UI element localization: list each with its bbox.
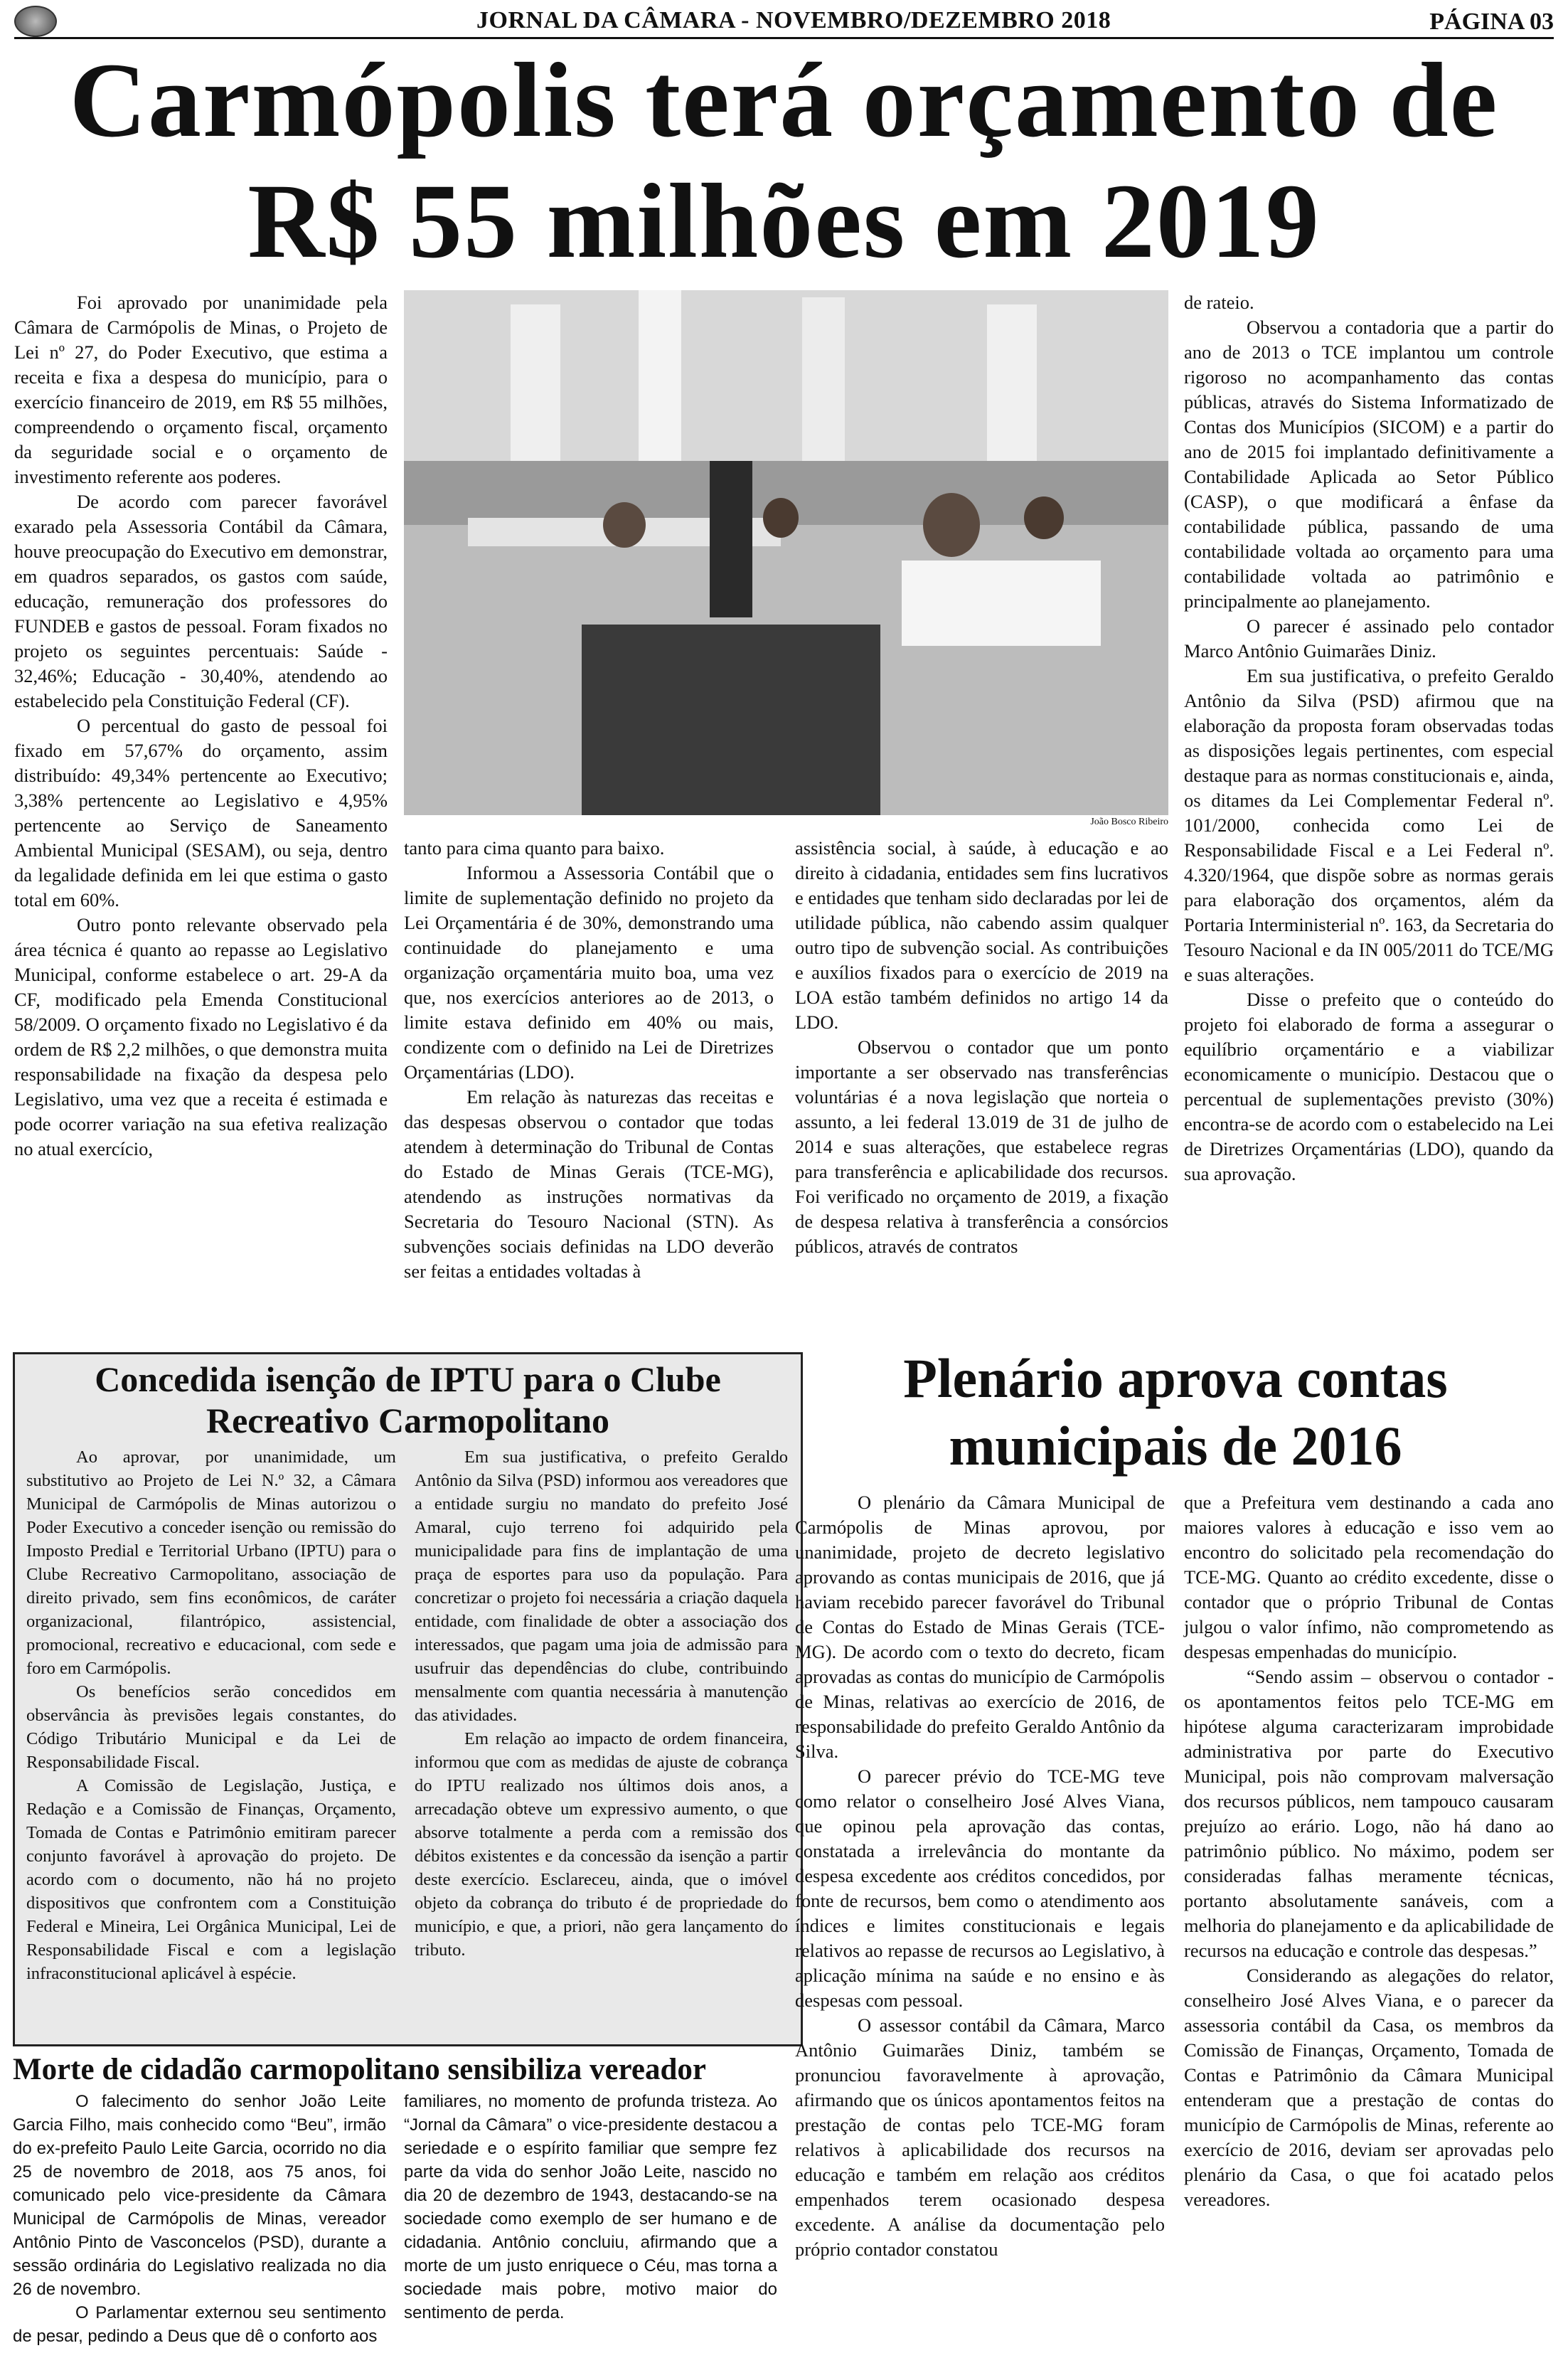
main-article-column-1 [14, 290, 388, 1162]
paragraph: Observou o contador que um ponto importante a ser observado nas transferências voluntárias é a nova legislação que norteia o assunto, a lei federal 13.019 de 31 de julho de 2014 e suas alterações, que estabelece regras para transferência e aplicabilidade dos recursos. Foi verificado no orçamento de 2019, a fixação de despesa relativa à transferência a consórcios públicos, através de contratos [795, 1036, 1168, 1257]
iptu-headline: Concedida isenção de IPTU para o Clube Recreativo Carmopolitano [95, 1359, 721, 1440]
paragraph: familiares, no momento de profunda tristeza. Ao “Jornal da Câmara” o vice-presidente destacou a seriedade e o espírito familiar que sempre fez parte da vida do senhor João Leite, nascido no dia 20 de dezembro de 1943, destacando-se na sociedade como exemplo de ser humano e de cidadania. Antônio concluiu, afirmando que a morte de um justo enriquece o Céu, mas torna a sociedade mais pobre, motivo maior do sentimento de perda. [404, 2092, 777, 2322]
plenario-column-1 [795, 1490, 1165, 2262]
main-article-column-2 [404, 836, 774, 1284]
page-number: PÁGINA 03 [1429, 9, 1554, 35]
masthead [14, 4, 1554, 39]
paragraph: tanto para cima quanto para baixo. [404, 837, 665, 859]
photo-credit: João Bosco Ribeiro [1090, 817, 1168, 827]
paragraph: Em sua justificativa, o prefeito Geraldo Antônio da Silva (PSD) afirmou que na elaboração da proposta foram observadas todas as disposições legais pertinentes, com especial destaque para as normas constitucionais e, ainda, os ditames da Lei Complementar Federal nº. 101/2000, conhecida como Lei de Responsabilidade Fiscal e a Lei Federal nº. 4.320/1964, que dispõe sobre as normas gerais para elaboração dos orçamentos, além da Portaria Interministerial nº. 163, da Secretaria do Tesouro Nacional e da IN 005/2011 do TCE/MG e suas alterações. [1184, 665, 1554, 985]
paragraph: De acordo com parecer favorável exarado pela Assessoria Contábil da Câmara, houve preocupação do Executivo em demonstrar, em quadros separados, os gastos com saúde, educação, remuneração dos professores do FUNDEB e gastos de pessoal. Foram fixados no projeto os seguintes percentuais: Saúde - 32,46%; Educação - 30,40%, atendendo ao estabelecido pela Constituição Federal (CF). [14, 491, 388, 711]
photo-illustration [404, 290, 1168, 815]
paragraph: que a Prefeitura vem destinando a cada ano maiores valores à educação e isso vem ao encontro do solicitado pela recomendação do TCE-MG. Quanto ao crédito excedente, disse o contador que o próprio Tribunal de Contas julgou o valor ínfimo, não comprometendo as despesas empenhadas do município. [1184, 1492, 1554, 1662]
council-meeting-photo [404, 290, 1168, 815]
paragraph: O parecer é assinado pelo contador Marco Antônio Guimarães Diniz. [1184, 615, 1554, 662]
paragraph: O plenário da Câmara Municipal de Carmópolis de Minas aprovou, por unanimidade, projeto de decreto legislativo aprovando as contas municipais de 2016, que já haviam recebido parecer favorável do Tribunal de Contas do Estado de Minas Gerais (TCE-MG). De acordo com o texto do decreto, ficam aprovadas as contas do município de Carmópolis de Minas, relativas ao exercício de 2016, de responsabilidade do prefeito Geraldo Antônio da Silva. [795, 1492, 1165, 1762]
main-headline: Carmópolis terá orçamento de R$ 55 milhões em 2019 [69, 41, 1499, 280]
paragraph: O assessor contábil da Câmara, Marco Antônio Guimarães Diniz, também se pronunciou favoravelmente à aprovação, afirmando que os únicos apontamentos feitos na prestação de contas pelo TCE-MG foram relativos à aplicabilidade dos recursos na educação e também em relação aos créditos empenhados terem ocasionado despesa excedente. A análise da documentação pelo próprio contador constatou [795, 2014, 1165, 2260]
main-article-column-4 [1184, 290, 1554, 1186]
paragraph: O falecimento do senhor João Leite Garcia Filho, mais conhecido como “Beu”, irmão do ex-prefeito Paulo Leite Garcia, ocorrido no dia 25 de novembro de 2018, aos 75 anos, foi comunicado pelo vice-presidente da Câmara Municipal de Carmópolis de Minas, vereador Antônio Pinto de Vasconcelos (PSD), durante a sessão ordinária do Legislativo realizada no dia 26 de novembro. [13, 2092, 386, 2299]
paragraph: Disse o prefeito que o conteúdo do projeto foi elaborado de forma a assegurar o equilíbrio orçamentário e a viabilizar economicamente o município. Destacou que o percentual de suplementações previsto (30%) encontra-se de acordo com o estabelecido na Lei de Diretrizes Orçamentárias (LDO), quando da sua aprovação. [1184, 989, 1554, 1184]
morte-column-2 [404, 2090, 777, 2325]
paragraph: A Comissão de Legislação, Justiça, e Redação e a Comissão de Finanças, Orçamento, Tomada de Contas e Patrimônio emitiram parecer conjunto favorável à aprovação do projeto. De acordo com o documento, não há no projeto dispositivos que confrontem com a Constituição Federal e Mineira, Lei Orgânica Municipal, Lei de Responsabilidade Fiscal e com a legislação infraconstitucional aplicável à espécie. [26, 1776, 396, 1983]
paragraph: Ao aprovar, por unanimidade, um substitutivo ao Projeto de Lei N.º 32, a Câmara Municipal de Carmópolis de Minas autorizou o Poder Executivo a conceder isenção ou remissão do Imposto Predial e Territorial Urbano (IPTU) para o Clube Recreativo Carmopolitano, associação de direito privado, sem fins econômicos, de caráter organizacional, filantrópico, assistencial, promocional, recreativo e educacional, com sede e foro em Carmópolis. [26, 1448, 396, 1678]
paragraph: O Parlamentar externou seu sentimento de pesar, pedindo a Deus que dê o conforto aos [13, 2303, 386, 2346]
morte-headline: Morte de cidadão carmopolitano sensibiliza vereador [13, 2053, 706, 2086]
paragraph: Outro ponto relevante observado pela área técnica é quanto ao repasse ao Legislativo Municipal, conforme estabelece o art. 29-A da CF, modificado pela Emenda Constitucional 58/2009. O orçamento fixado no Legislativo é da ordem de R$ 2,2 milhões, o que demonstra muita responsabilidade na fixação da despesa pelo Legislativo, uma vez que a receita é estimada e pode ocorrer variação na sua efetiva realização no atual exercício, [14, 914, 388, 1159]
paragraph: O parecer prévio do TCE-MG teve como relator o conselheiro José Alves Viana, que opinou pela aprovação das contas, constatada a irrelevância do montante da despesa excedente aos créditos concedidos, por fonte de recursos, bem como o atendimento aos índices e limites constitucionais e legais relativos ao repasse de recursos ao Legislativo, à aplicação mínima na saúde e no ensino e às despesas com pessoal. [795, 1765, 1165, 2011]
paragraph: “Sendo assim – observou o contador - os apontamentos feitos pelo TCE-MG em hipótese alguma caracterizaram improbidade administrativa por parte do Executivo Municipal, pois não comprovam malversação dos recursos públicos, nem tampouco causaram prejuízo ao erário. Logo, não há dano ao patrimônio público. No máximo, podem ser consideradas falhas meramente técnicas, portanto absolutamente sanáveis, com a melhoria do planejamento e da aplicabilidade de recursos na educação e controle das despesas.” [1184, 1666, 1554, 1961]
main-article-column-3 [795, 836, 1168, 1259]
paragraph: assistência social, à saúde, à educação e ao direito à cidadania, entidades sem fins lucrativos e entidades que tenham sido declaradas por lei de utilidade pública, não cabendo assim qualquer outro tipo de subvenção social. As contribuições e auxílios fixados para o exercício de 2019 na LOA estão também definidos no artigo 14 da LDO. [795, 837, 1168, 1033]
paragraph: O percentual do gasto de pessoal foi fixado em 57,67% do orçamento, assim distribuído: 49,34% pertencente ao Executivo; 3,38% pertencente ao Legislativo e 4,95% pertencente ao Serviço de Saneamento Ambiental Municipal (SESAM), ou seja, dentro da legalidade definida em lei que estima o gasto total em 60%. [14, 715, 388, 910]
plenario-headline: Plenário aprova contas municipais de 2016 [903, 1347, 1448, 1477]
paragraph: Em relação às naturezas das receitas e das despesas observou o contador que todas atendem à determinação do Tribunal de Contas do Estado de Minas Gerais (TCE-MG), atendendo as instruções normativas da Secretaria do Tesouro Nacional (STN). As subvenções sociais definidas na LDO deverão ser feitas a entidades voltadas à [404, 1086, 774, 1282]
city-seal-icon [14, 6, 57, 37]
iptu-article-box [13, 1352, 803, 2046]
journal-title: JORNAL DA CÂMARA - NOVEMBRO/DEZEMBRO 2018 [476, 7, 1111, 33]
paragraph: Em relação ao impacto de ordem financeira, informou que com as medidas de ajuste de cobrança do IPTU realizado nos últimos dois anos, a arrecadação obteve um expressivo aumento, o que absorve totalmente a perda com a remissão dos débitos existentes e da concessão da isenção a partir deste exercício. Esclareceu, ainda, que o imóvel objeto da cobrança do tributo é de propriedade do município, e que, a priori, não gera lançamento do tributo. [415, 1729, 788, 1960]
paragraph: Foi aprovado por unanimidade pela Câmara de Carmópolis de Minas, o Projeto de Lei nº 27, do Poder Executivo, que estima a receita e fixa a despesa do município, para o exercício financeiro de 2019, em R$ 55 milhões, compreendendo o orçamento fiscal, orçamento da seguridade social e o orçamento de investimento referente aos poderes. [14, 292, 388, 487]
plenario-column-2 [1184, 1490, 1554, 2212]
paragraph: Em sua justificativa, o prefeito Geraldo Antônio da Silva (PSD) informou aos vereadores que a entidade surgiu no mandato do prefeito José Amaral, cujo terreno foi adquirido pela municipalidade para fins de implantação de uma praça de esportes para uso da população. Para concretizar o projeto foi necessária a criação daquela entidade, com finalidade de obter a associação dos interessados, que pagam uma joia de admissão para usufruir das dependências do clube, contribuindo mensalmente com quantia necessária à manutenção das atividades. [415, 1448, 788, 1725]
paragraph: de rateio. [1184, 292, 1254, 313]
iptu-column-2 [415, 1445, 788, 1962]
morte-column-1 [13, 2090, 386, 2348]
paragraph: Observou a contadoria que a partir do ano de 2013 o TCE implantou um controle rigoroso no acompanhamento das contas públicas, através do Sistema Informatizado de Contas dos Municípios (SICOM) e a partir do ano de 2015 foi implantado definitivamente a Contabilidade Aplicada ao Setor Público (CASP), o que modificará a ênfase da contabilidade pública, passando de uma contabilidade voltada ao orçamento para uma contabilidade voltada ao patrimônio e principalmente ao planejamento. [1184, 317, 1554, 612]
iptu-column-1 [26, 1445, 396, 1985]
paragraph: Considerando as alegações do relator, conselheiro José Alves Viana, e o parecer da assessoria contábil da Casa, os membros da Comissão de Finanças, Orçamento, Tomada de Contas e Patrimônio da Câmara Municipal entenderam que a prestação de contas do município de Carmópolis de Minas, referente ao exercício de 2016, deviam ser aprovadas pelo plenário da Casa, o que foi acatado pelos vereadores. [1184, 1965, 1554, 2210]
paragraph: Os benefícios serão concedidos em observância às previsões legais constantes, do Código Tributário Municipal e da Lei de Responsabilidade Fiscal. [26, 1682, 396, 1772]
paragraph: Informou a Assessoria Contábil que o limite de suplementação definido no projeto da Lei Orçamentária é de 30%, demonstrando uma continuidade do planejamento e uma organização orçamentária muito boa, uma vez que, nos exercícios anteriores ao de 2013, o limite estava definido em 40% ou mais, condizente com o definido na Lei de Diretrizes Orçamentárias (LDO). [404, 862, 774, 1083]
